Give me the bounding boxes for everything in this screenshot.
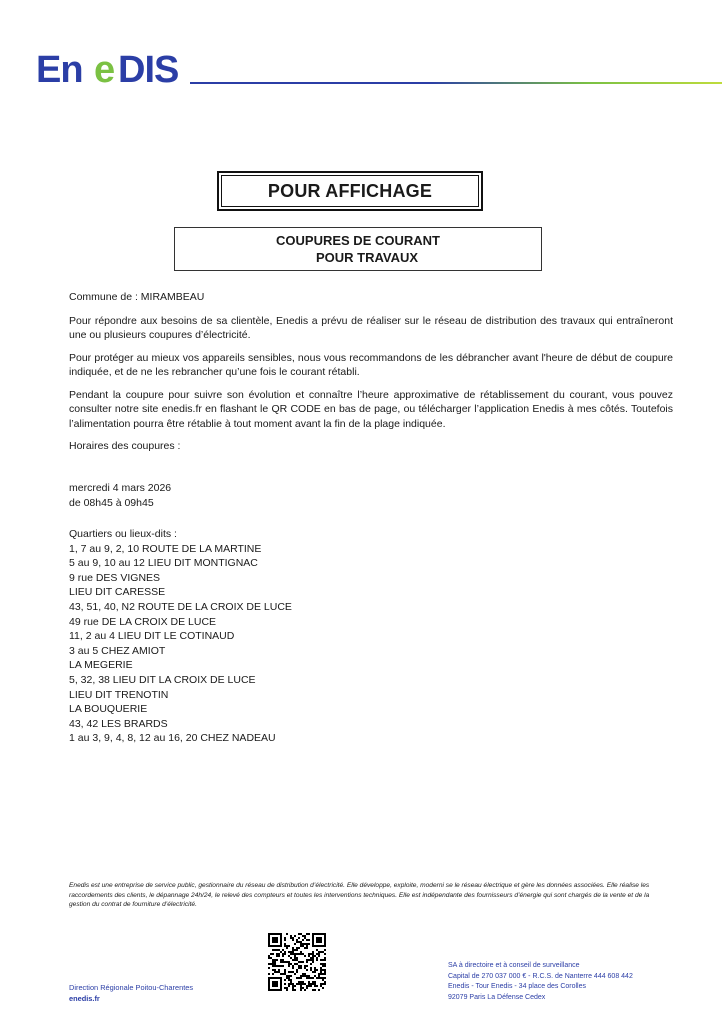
footer-note: Enedis est une entreprise de service public, gestionnaire du réseau de distribution d’électricité. Elle développe, exploite, moderni se le réseau électrique et gère les données associées. Elle réalise les raccordements des clients, le dépannage 24h/24, le relevé des compteurs et toutes les interventions techniques. Elle est indépendante des fournisseurs d’énergie qui sont chargés de la vente et de la gestion du contrat de fourniture d’électricité. (69, 882, 650, 909)
schedule-time: de 08h45 à 09h45 (69, 496, 154, 509)
list-item: 43, 42 LES BRARDS (69, 717, 168, 730)
legal-line: SA à directoire et à conseil de surveillance (448, 962, 580, 969)
enedis-logo (36, 52, 188, 86)
commune-line: Commune de : MIRAMBEAU (69, 291, 205, 303)
direction-name: Direction Régionale Poitou-Charentes (69, 983, 194, 992)
svg-text:En: En (36, 52, 83, 86)
legal-line: 92079 Paris La Défense Cedex (448, 993, 546, 1001)
notice-title: POUR AFFICHAGE (221, 175, 479, 207)
direction-block (69, 982, 193, 1004)
list-item: 11, 2 au 4 LIEU DIT LE COTINAUD (69, 630, 235, 643)
legal-line: Enedis - Tour Enedis - 34 place des Corolles (448, 983, 587, 991)
list-item: LIEU DIT CARESSE (69, 586, 166, 599)
title-box (217, 171, 483, 211)
paragraph-1: Pour répondre aux besoins de sa clientèle, Enedis a prévu de réaliser sur le réseau de distribution des travaux qui entraîneront une ou plusieurs coupures d’électricité. (69, 314, 673, 341)
legal-line: Capital de 270 037 000 € - R.C.S. de Nanterre 444 608 442 (448, 972, 633, 980)
list-item: 1, 7 au 9, 2, 10 ROUTE DE LA MARTINE (69, 542, 262, 555)
svg-text:e: e (94, 52, 116, 86)
website-link[interactable]: enedis.fr (69, 994, 100, 1003)
list-item: 9 rue DES VIGNES (69, 571, 161, 584)
list-item: LIEU DIT TRENOTIN (69, 688, 169, 701)
subtitle-box (174, 227, 542, 271)
list-item: 3 au 5 CHEZ AMIOT (69, 644, 166, 657)
list-item: LA BOUQUERIE (69, 703, 148, 716)
places-heading: Quartiers ou lieux-dits : (69, 528, 177, 540)
svg-text:DIS: DIS (118, 52, 179, 86)
paragraph-2: Pour protéger au mieux vos appareils sensibles, nous vous recommandons de les débrancher avant l'heure de début de coupure indiquée, et de ne les rebrancher qu’une fois le courant rétabli. (69, 351, 673, 378)
subtitle-line-2: POUR TRAVAUX (315, 250, 419, 265)
list-item: 49 rue DE LA CROIX DE LUCE (69, 615, 217, 628)
list-item: 43, 51, 40, N2 ROUTE DE LA CROIX DE LUCE (69, 600, 292, 613)
list-item: 5, 32, 38 LIEU DIT LA CROIX DE LUCE (69, 673, 256, 686)
places-list (69, 527, 292, 746)
list-item: 1 au 3, 9, 4, 8, 12 au 16, 20 CHEZ NADEAU (69, 732, 276, 745)
list-item: 5 au 9, 10 au 12 LIEU DIT MONTIGNAC (69, 557, 258, 570)
schedule-date: mercredi 4 mars 2026 (69, 482, 172, 494)
legal-block (448, 961, 633, 1003)
body-text (69, 290, 673, 462)
list-item: LA MEGERIE (69, 659, 133, 672)
schedule (69, 481, 171, 510)
paragraph-3: Pendant la coupure pour suivre son évolution et connaître l’heure approximative de rétablissement du courant, vous pouvez consulter notre site enedis.fr en flashant le QR CODE en bas de page, ou télécharger l’application Enedis à mes côtés. Toutefois l’alimentation pourra être rétablie à tout moment avant la fin de la plage indiquée. (69, 388, 673, 430)
schedule-heading: Horaires des coupures : (69, 440, 181, 452)
qr-code-icon[interactable] (268, 933, 326, 991)
header-rule (190, 82, 722, 84)
subtitle-line-1: COUPURES DE COURANT (276, 233, 440, 248)
